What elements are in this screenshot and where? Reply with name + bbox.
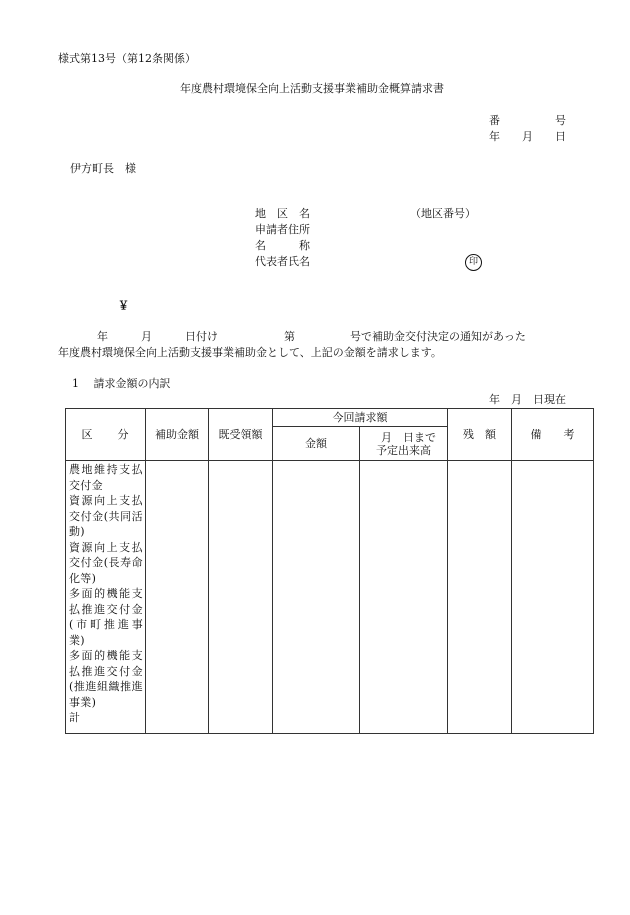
- remarks-cell[interactable]: [512, 461, 594, 734]
- district-number-label: （地区番号）: [410, 207, 476, 220]
- category-farmland-maintenance: 農地維持支払交付金: [69, 463, 143, 492]
- category-multifunction-organization: 多面的機能支払推進交付金(推進組織推進事業): [69, 649, 143, 709]
- category-multifunction-municipal: 多面的機能支払推進交付金(市町推進事業): [69, 587, 143, 647]
- applicant-name-label: 名 称: [255, 239, 310, 252]
- header-current-request: 今回請求額: [273, 409, 448, 427]
- category-resource-improvement-joint: 資源向上支払交付金(共同活動): [69, 494, 143, 538]
- category-resource-improvement-longevity: 資源向上支払交付金(長寿命化等): [69, 540, 143, 585]
- header-expected-line2: 予定出来高: [376, 443, 431, 457]
- current-amount-cell[interactable]: [273, 461, 360, 734]
- section-heading-breakdown: 1 請求金額の内訳: [72, 377, 171, 390]
- expected-progress-cell[interactable]: [360, 461, 448, 734]
- header-received-amount: 既受領額: [209, 409, 273, 461]
- subsidy-amount-cell[interactable]: [146, 461, 209, 734]
- header-category: 区 分: [66, 409, 146, 461]
- document-title: 年度農村環境保全向上活動支援事業補助金概算請求書: [180, 82, 444, 95]
- received-amount-cell[interactable]: [209, 461, 273, 734]
- balance-cell[interactable]: [448, 461, 512, 734]
- category-total: 計: [69, 711, 81, 724]
- header-balance: 残 額: [448, 409, 512, 461]
- body-text-line-1: 年 月 日付け 第 号で補助金交付決定の通知があった: [97, 330, 526, 343]
- document-number-label: 番 号: [489, 114, 566, 127]
- as-of-date: 年 月 日現在: [489, 393, 566, 406]
- header-remarks: 備 考: [512, 409, 594, 461]
- header-amount: 金額: [273, 427, 360, 461]
- body-text-line-2: 年度農村環境保全向上活動支援事業補助金として、上記の金額を請求します。: [58, 346, 442, 359]
- addressee: 伊方町長 様: [70, 162, 136, 175]
- header-subsidy-amount: 補助金額: [146, 409, 209, 461]
- header-expected-progress: [360, 427, 448, 461]
- document-date-label: 年 月 日: [489, 130, 566, 143]
- amount-yen-symbol: ￥: [118, 299, 129, 312]
- form-number: 様式第13号（第12条関係）: [58, 52, 196, 65]
- category-cell: [66, 461, 146, 734]
- district-name-label: 地 区 名: [255, 207, 310, 220]
- applicant-address-label: 申請者住所: [255, 223, 310, 236]
- header-expected-line1: 月 日まで: [381, 430, 436, 444]
- request-breakdown-table: [65, 408, 594, 734]
- seal-mark: 印: [465, 254, 482, 271]
- representative-name-label: 代表者氏名: [255, 255, 310, 268]
